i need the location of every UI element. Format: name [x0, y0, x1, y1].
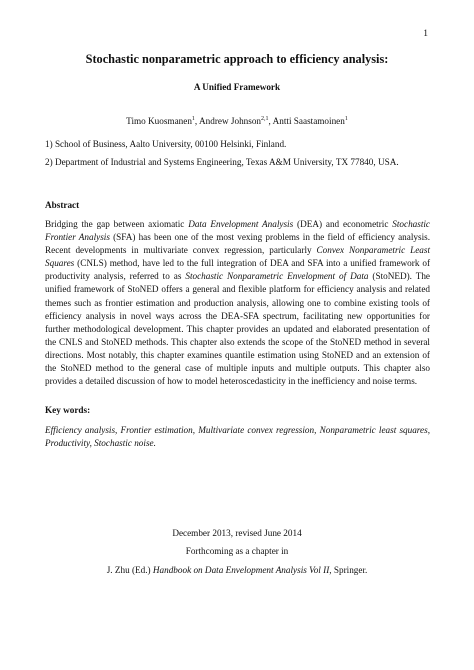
author-affiliation-marker: 2,1	[261, 116, 269, 122]
abstract-heading: Abstract	[45, 200, 80, 210]
abstract-body	[45, 218, 430, 388]
abstract-term: Stochastic Frontier Analysis	[45, 219, 431, 243]
author-name: Andrew Johnson	[199, 116, 262, 127]
abstract-text: Bridging the gap between axiomatic	[45, 219, 189, 229]
abstract-text: (DEA) and econometric	[293, 219, 393, 229]
abstract-text: (StoNED). The unified framework of StoNED offers a general and flexible platform for efficiency analysis and related themes such as frontier estimation and production analysis, allowing one to combine existing tools of efficiency analysis in novel ways across the DEA-SFA spectrum, facilitating new opportunities for further methodological development. This chapter provides an updated and elaborated presentation of the CNLS and StoNED methods. This chapter also extends the scope of the StoNED method in several directions. Most notably, this chapter examines quantile estimation using StoNED and an extension of the StoNED method to the general case of multiple inputs and multiple outputs. This chapter also provides a detailed discussion of how to model heteroscedasticity in the inefficiency and noise terms.	[45, 271, 431, 387]
author-name: Antti Saastamoinen	[272, 116, 345, 127]
author-affiliation-marker: 1	[344, 116, 348, 122]
abstract-text: (CNLS) method, have led to the full integration of DEA and SFA into a unified framework of productivity analysis, referred to as	[45, 258, 430, 282]
author-name: Timo Kuosmanen	[126, 116, 192, 127]
book-publisher: , Springer.	[329, 565, 368, 575]
forthcoming-note: Forthcoming as a chapter in	[185, 546, 289, 556]
author-separator: ,	[268, 116, 273, 127]
abstract-term: Data Envelopment Analysis	[188, 219, 294, 229]
abstract-term: Stochastic Nonparametric Envelopment of Data	[185, 271, 369, 282]
affiliation-1: 1) School of Business, Aalto University, 00100 Helsinki, Finland.	[45, 139, 287, 149]
book-editor: J. Zhu (Ed.)	[106, 565, 153, 575]
keywords-list: Efficiency analysis, Frontier estimation, Multivariate convex regression, Nonparametric least squares, Productivity, Stochastic noise.	[45, 425, 430, 449]
paper-subtitle: A Unified Framework	[193, 82, 281, 92]
affiliation-2: 2) Department of Industrial and Systems Engineering, Texas A&M University, TX 77840, USA.	[45, 157, 399, 167]
book-reference	[0, 565, 474, 575]
revision-date: December 2013, revised June 2014	[172, 528, 302, 538]
abstract-term: Convex Nonparametric Least Squares	[45, 245, 430, 269]
author-affiliation-marker: 1	[191, 116, 195, 122]
paper-title: Stochastic nonparametric approach to efficiency analysis:	[85, 52, 389, 66]
keywords-heading: Key words:	[45, 405, 91, 415]
book-title: Handbook on Data Envelopment Analysis Vol II	[152, 565, 330, 575]
abstract-text: (SFA) has been one of the most vexing problems in the field of efficiency analysis. Recent developments in multivariate convex regression, particularly	[45, 232, 430, 256]
author-separator: ,	[194, 116, 200, 127]
author-list	[0, 116, 474, 126]
page-number: 1	[423, 29, 428, 39]
